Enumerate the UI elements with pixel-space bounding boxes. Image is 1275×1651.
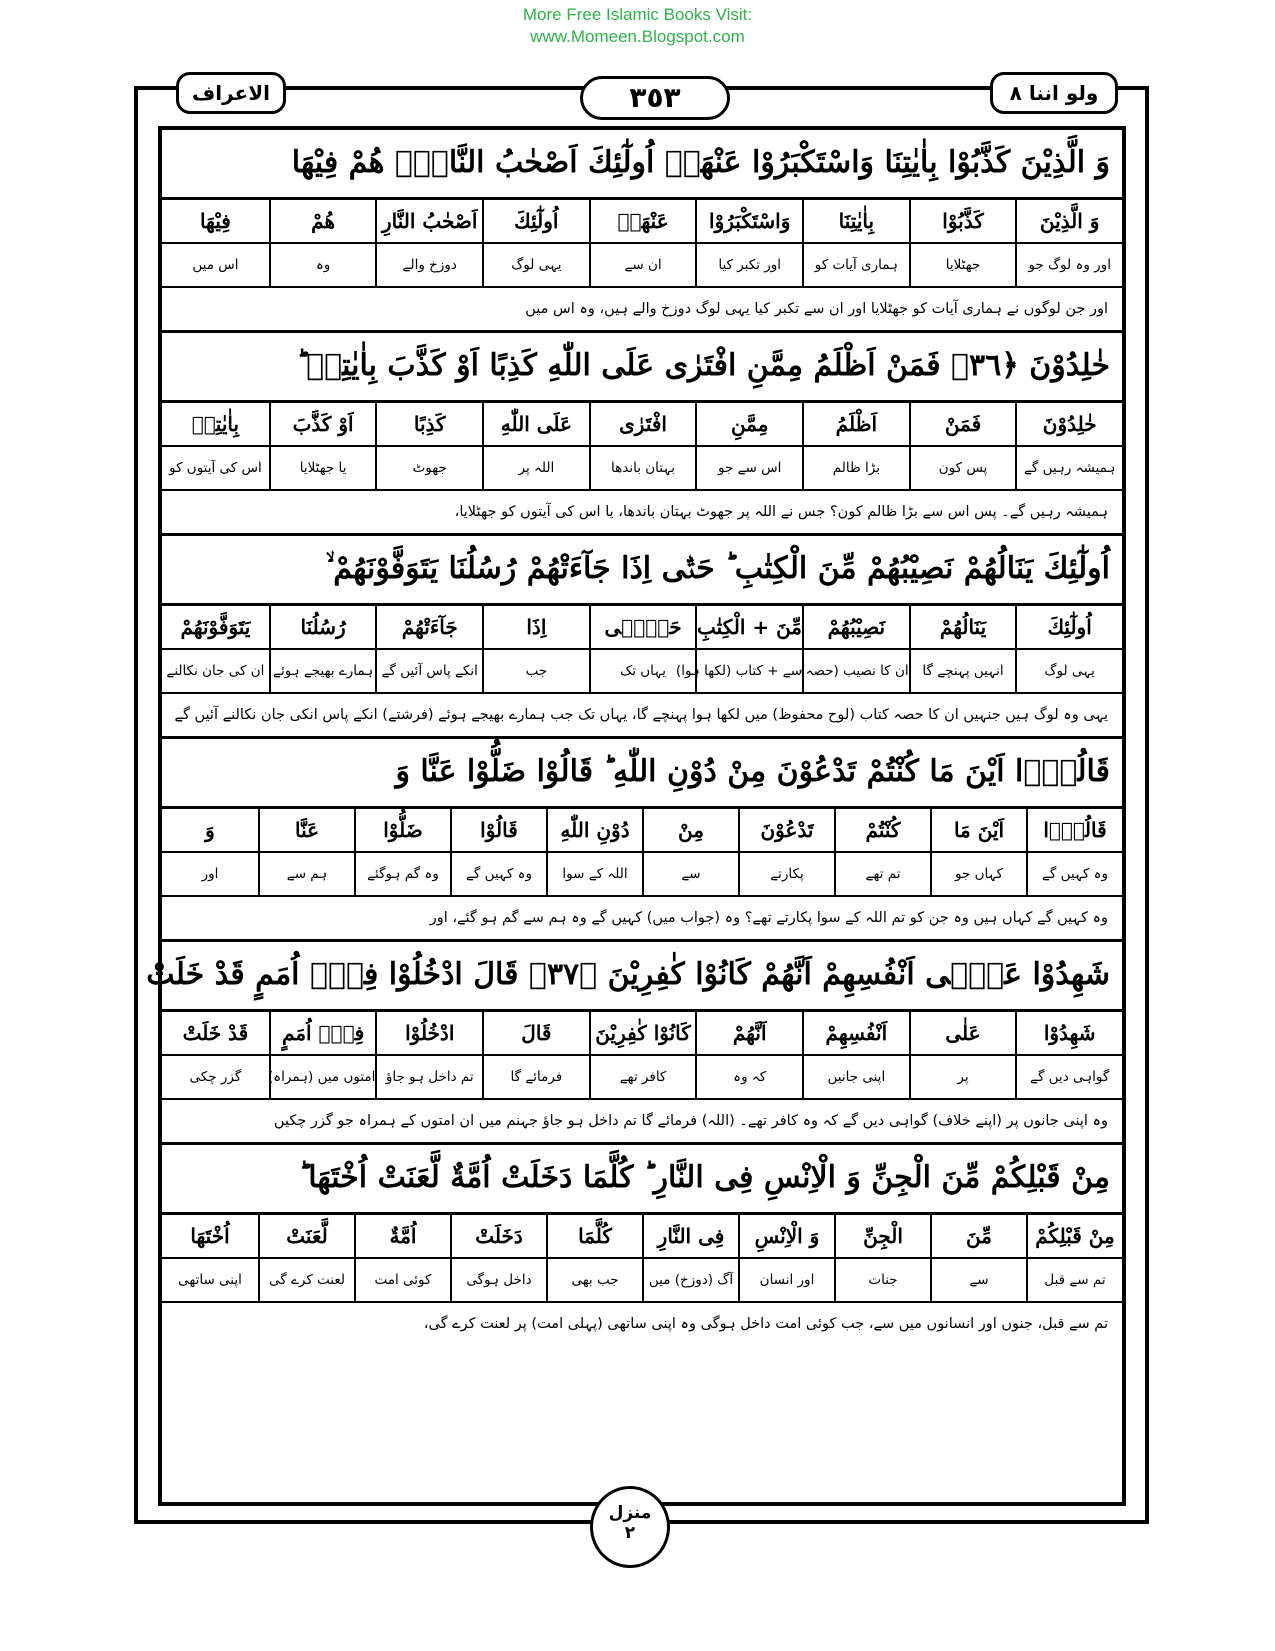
word-grid <box>162 606 1122 650</box>
meaning-cell: فرمائے گا <box>482 1056 589 1098</box>
page-number-badge <box>580 76 730 120</box>
sections-container <box>146 130 1122 1348</box>
page-number: ٣٥٣ <box>629 81 681 114</box>
verse-section <box>162 739 1122 942</box>
promo-banner <box>0 4 1275 48</box>
word-grid <box>162 403 1122 447</box>
meaning-cell: انکے پاس آئیں گے <box>375 650 482 692</box>
word-grid <box>162 1012 1122 1056</box>
meaning-cell: آگ (دوزخ) میں <box>642 1259 738 1301</box>
word-cell: كُنْتُمْ <box>834 809 930 851</box>
word-cell: اِذَا <box>482 606 589 648</box>
word-cell: ادْخُلُوْا <box>375 1012 482 1054</box>
word-cell: رُسُلُنَا <box>269 606 376 648</box>
meaning-cell: یہی لوگ <box>1015 650 1122 692</box>
verse-line: مِنْ قَبْلِكُمْ مِّنَ الْجِنِّ وَ الْاِنْسِ فِى النَّارِ ؕ كُلَّمَا دَخَلَتْ اُمَّةٌ لَّعَنَتْ اُخْتَهَا ؕ <box>162 1145 1122 1215</box>
word-grid <box>162 1215 1122 1259</box>
meaning-cell: ہمیشہ رہیں گے <box>1015 447 1122 489</box>
meaning-cell: جنات <box>834 1259 930 1301</box>
verse-line: وَ الَّذِيْنَ كَذَّبُوْا بِاٰيٰتِنَا وَاسْتَكْبَرُوْا عَنْهَاۤ اُولٰٓئِكَ اَصْحٰبُ النَّارِۚ هُمْ فِيْهَا <box>162 130 1122 200</box>
word-cell: دَخَلَتْ <box>450 1215 546 1257</box>
meaning-cell: جھوٹ <box>375 447 482 489</box>
verse-section <box>162 333 1122 536</box>
meaning-cell: اور انسان <box>738 1259 834 1301</box>
meaning-grid <box>162 650 1122 694</box>
word-cell: عَلَى اللّٰهِ <box>482 403 589 445</box>
meaning-cell: جب بھی <box>546 1259 642 1301</box>
word-cell: ضَلُّوْا <box>354 809 450 851</box>
word-cell: اُولٰٓئِكَ <box>1015 606 1122 648</box>
meaning-cell: یہاں تک <box>589 650 696 692</box>
meaning-cell: اور <box>201 866 219 882</box>
meaning-cell: امتوں میں (ہمراہ) <box>269 1056 376 1098</box>
meaning-grid <box>162 1259 1122 1303</box>
word-cell: قَالَ <box>482 1012 589 1054</box>
meaning-cell: اور وہ لوگ جو <box>1015 244 1122 286</box>
word-cell: جَآءَتْهُمْ <box>375 606 482 648</box>
word-cell: لَّعَنَتْ <box>258 1215 354 1257</box>
meaning-cell: کافر تھے <box>589 1056 696 1098</box>
word-cell: اُخْتَهَا <box>190 1224 230 1248</box>
meaning-cell: تم سے قبل <box>1026 1259 1122 1301</box>
meaning-cell: یہی لوگ <box>482 244 589 286</box>
word-cell: يَنَالُهُمْ <box>909 606 1016 648</box>
word-cell: كُلَّمَا <box>546 1215 642 1257</box>
meaning-cell: اپنی ساتھی <box>178 1272 242 1288</box>
word-cell: فَمَنْ <box>909 403 1016 445</box>
meaning-cell: اس سے جو <box>695 447 802 489</box>
meaning-cell: گواہی دیں گے <box>1015 1056 1122 1098</box>
word-grid <box>162 809 1122 853</box>
meaning-cell: انہیں پہنچے گا <box>909 650 1016 692</box>
meaning-cell: کوئی امت <box>354 1259 450 1301</box>
meaning-cell: ہمارے بھیجے ہوئے <box>269 650 376 692</box>
word-cell: دُوْنِ اللّٰهِ <box>546 809 642 851</box>
word-cell: عَنْهَاۤ <box>589 200 696 242</box>
meaning-cell: تم تھے <box>834 853 930 895</box>
meaning-cell: اس کی آیتوں کو <box>169 460 262 476</box>
word-cell: اَنَّهُمْ <box>695 1012 802 1054</box>
meaning-cell: ہم سے <box>258 853 354 895</box>
word-cell: عَنَّا <box>258 809 354 851</box>
word-cell: اَنْفُسِهِمْ <box>802 1012 909 1054</box>
word-cell: فِيْهَا <box>199 209 231 233</box>
word-cell: اَظْلَمُ <box>802 403 909 445</box>
word-cell: وَ الَّذِيْنَ <box>1015 200 1122 242</box>
word-cell: شَهِدُوْا <box>1015 1012 1122 1054</box>
para-name: ولو اننا ٨ <box>1009 81 1099 105</box>
word-cell: كَذِبًا <box>375 403 482 445</box>
word-cell: مِّنَ + الْكِتٰبِ <box>695 606 802 648</box>
word-cell: قَدْ خَلَتْ <box>182 1021 249 1045</box>
verse-section <box>162 1145 1122 1348</box>
meaning-grid <box>162 853 1122 897</box>
meaning-cell: اللہ کے سوا <box>546 853 642 895</box>
meaning-cell: سے <box>930 1259 1026 1301</box>
manzil-number: ٢ <box>624 1523 636 1543</box>
surah-name-tab <box>176 72 286 114</box>
meaning-cell: جب <box>482 650 589 692</box>
word-grid <box>162 200 1122 244</box>
word-cell: تَدْعُوْنَ <box>738 809 834 851</box>
word-cell: كَانُوْا كٰفِرِيْنَ <box>589 1012 696 1054</box>
word-cell: بِاٰيٰتِنَا <box>802 200 909 242</box>
word-cell: وَ <box>205 818 215 842</box>
meaning-cell: وہ <box>269 244 376 286</box>
word-cell: افْتَرٰى <box>589 403 696 445</box>
word-cell: الْجِنِّ <box>834 1215 930 1257</box>
meaning-grid <box>162 447 1122 491</box>
word-cell: بِاٰيٰتِهٖ <box>191 412 240 436</box>
word-cell: مِّنَ <box>930 1215 1026 1257</box>
meaning-cell: تم داخل ہو جاؤ <box>375 1056 482 1098</box>
translation-line: تم سے قبل، جنوں اور انسانوں میں سے، جب کوئی امت داخل ہوگی وہ اپنی ساتھی (پہلی امت) پر لعنت کرے گی، <box>423 1316 1108 1332</box>
word-cell: يَتَوَفَّوْنَهُمْ <box>180 615 251 639</box>
word-cell: وَاسْتَكْبَرُوْا <box>695 200 802 242</box>
word-cell: فِى النَّارِ <box>642 1215 738 1257</box>
word-cell: كَذَّبُوْا <box>909 200 1016 242</box>
meaning-cell: لعنت کرے گی <box>258 1259 354 1301</box>
verse-line: اُولٰٓئِكَ يَنَالُهُمْ نَصِيْبُهُمْ مِّنَ الْكِتٰبِ ؕ حَتّٰۤى اِذَا جَآءَتْهُمْ رُسُلُنَا يَتَوَفَّوْنَهُمْ ۙ <box>162 536 1122 606</box>
meaning-cell: وہ کہیں گے <box>450 853 546 895</box>
meaning-cell: پس کون <box>909 447 1016 489</box>
meaning-cell: داخل ہوگی <box>450 1259 546 1301</box>
meaning-cell: کہ وہ <box>695 1056 802 1098</box>
word-cell: حَتّٰۤى <box>589 606 696 648</box>
para-name-tab <box>990 72 1118 114</box>
word-cell: مِنْ <box>642 809 738 851</box>
meaning-cell: سے <box>642 853 738 895</box>
verse-section <box>162 130 1122 333</box>
meaning-cell: بڑا ظالم <box>802 447 909 489</box>
word-cell: فِيْۤ اُمَمٍ <box>269 1012 376 1054</box>
meaning-cell: پکارتے <box>738 853 834 895</box>
translation-line: وہ کہیں گے کہاں ہیں وہ جن کو تم اللہ کے سوا پکارتے تھے؟ وہ (جواب میں) کہیں گے وہ ہم سے گم ہو گئے، اور <box>162 897 1122 942</box>
meaning-cell: اللہ پر <box>482 447 589 489</box>
word-cell: اُمَّةٌ <box>354 1215 450 1257</box>
meaning-cell: پر <box>909 1056 1016 1098</box>
meaning-cell: ان سے <box>589 244 696 286</box>
verse-section <box>146 942 1122 1145</box>
promo-line-1: More Free Islamic Books Visit: <box>522 5 753 24</box>
meaning-cell: جھٹلایا <box>909 244 1016 286</box>
translation-line: وہ اپنی جانوں پر (اپنے خلاف) گواہی دیں گے کہ وہ کافر تھے۔ (اللہ) فرمائے گا تم داخل ہو جاؤ جہنم میں ان امتوں کے ہمراہ جو گزر چکیں <box>162 1100 1122 1145</box>
word-cell: اَوْ كَذَّبَ <box>269 403 376 445</box>
word-cell: اُولٰٓئِكَ <box>482 200 589 242</box>
surah-name: الاعراف <box>192 81 270 105</box>
meaning-cell: بہتان باندھا <box>589 447 696 489</box>
word-cell: مِمَّنِ <box>695 403 802 445</box>
meaning-cell: کہاں جو <box>930 853 1026 895</box>
manzil-badge <box>590 1486 670 1568</box>
meaning-cell: وہ گم ہوگئے <box>354 853 450 895</box>
meaning-grid <box>162 244 1122 288</box>
verse-line: خٰلِدُوْنَ ﴿٣٦﴾ فَمَنْ اَظْلَمُ مِمَّنِ افْتَرٰى عَلَى اللّٰهِ كَذِبًا اَوْ كَذَّبَ بِاٰيٰتِهٖ ؕ <box>162 333 1122 403</box>
word-cell: خٰلِدُوْنَ <box>1015 403 1122 445</box>
manzil-label: منزل <box>608 1503 652 1523</box>
word-cell: مِنْ قَبْلِكُمْ <box>1026 1215 1122 1257</box>
word-cell: قَالُوْۤا <box>1026 809 1122 851</box>
meaning-cell: سے + کتاب (لکھا ہوا) <box>695 650 802 692</box>
translation-line: ہمیشہ رہیں گے۔ پس اس سے بڑا ظالم کون؟ جس نے اللہ پر جھوٹ بہتان باندھا، یا اس کی آیتوں کو جھٹلایا، <box>162 491 1122 536</box>
word-cell: اَيْنَ مَا <box>930 809 1026 851</box>
word-cell: اَصْحٰبُ النَّارِ <box>375 200 482 242</box>
promo-line-2: www.Momeen.Blogspot.com <box>530 27 745 46</box>
verse-line: شَهِدُوْا عَلٰۤى اَنْفُسِهِمْ اَنَّهُمْ كَانُوْا كٰفِرِيْنَ ﴿٣٧﴾ قَالَ ادْخُلُوْا فِيْۤ اُمَمٍ قَدْ خَلَتْ <box>162 942 1122 1012</box>
meaning-cell: ان کی جان نکالنے <box>166 663 265 679</box>
verse-section <box>162 536 1122 739</box>
meaning-cell: وہ کہیں گے <box>1026 853 1122 895</box>
meaning-grid <box>162 1056 1122 1100</box>
meaning-cell: یا جھٹلایا <box>269 447 376 489</box>
text-frame <box>146 126 1126 1506</box>
meaning-cell: ہماری آیات کو <box>802 244 909 286</box>
meaning-cell: اس میں <box>192 257 239 273</box>
word-cell: عَلٰى <box>909 1012 1016 1054</box>
meaning-cell: گزر چکی <box>189 1069 242 1085</box>
translation-line: یہی وہ لوگ ہیں جنہیں ان کا حصہ کتاب (لوح محفوظ) میں لکھا ہوا پہنچے گا، یہاں تک جب ہمارے بھیجے ہوئے (فرشتے) انکے پاس انکی جان نکالنے آئیں گے <box>162 694 1122 739</box>
word-cell: قَالُوْا <box>450 809 546 851</box>
translation-line: اور جن لوگوں نے ہماری آیات کو جھٹلایا اور ان سے تکبر کیا یہی لوگ دوزخ والے ہیں، وہ اس میں <box>162 288 1122 333</box>
verse-line: قَالُوْۤا اَيْنَ مَا كُنْتُمْ تَدْعُوْنَ مِنْ دُوْنِ اللّٰهِ ؕ قَالُوْا ضَلُّوْا عَنَّا وَ <box>162 739 1122 809</box>
meaning-cell: ان کا نصیب (حصہ) <box>802 650 909 692</box>
word-cell: هُمْ <box>269 200 376 242</box>
word-cell: نَصِيْبُهُمْ <box>802 606 909 648</box>
meaning-cell: دوزخ والے <box>375 244 482 286</box>
meaning-cell: اپنی جانیں <box>802 1056 909 1098</box>
word-cell: وَ الْاِنْسِ <box>738 1215 834 1257</box>
meaning-cell: اور تکبر کیا <box>695 244 802 286</box>
